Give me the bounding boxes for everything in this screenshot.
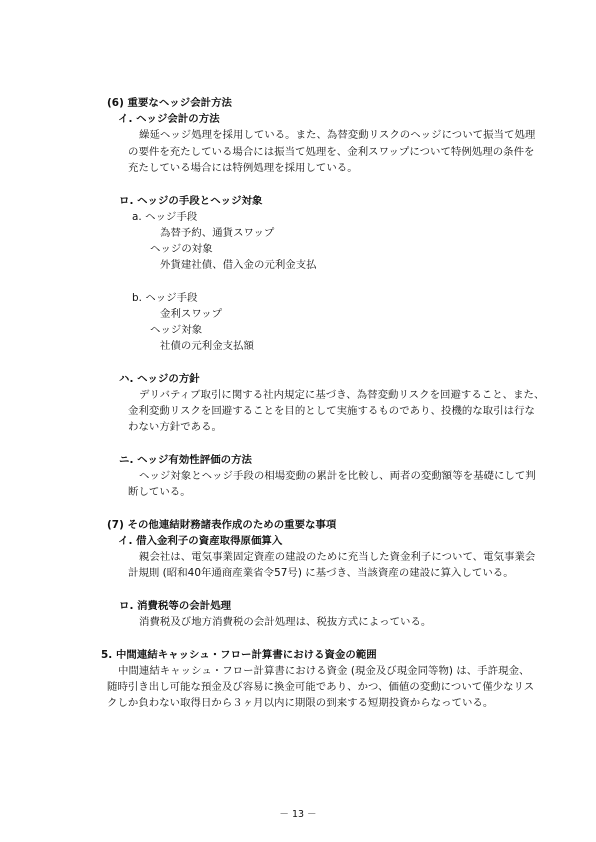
cash-scope-line-2: 随時引き出し可能な預金及び容易に換金可能であり、かつ、価値の変動について僅少なリス xyxy=(107,681,535,693)
hedge-effectiveness-title: ニ. ヘッジ有効性評価の方法 xyxy=(119,454,252,466)
hedge-target-a-value: 外貨建社債、借入金の元利金支払 xyxy=(160,259,317,271)
hedge-policy-title: ハ. ヘッジの方針 xyxy=(119,373,200,385)
hedge-target-b-value: 社債の元利金支払額 xyxy=(160,340,254,352)
hedge-target-a-label: ヘッジの対象 xyxy=(150,243,213,255)
cash-scope-line-1: 中間連結キャッシュ・フロー計算書における資金 (現金及び現金同等物) は、手許現金、 xyxy=(118,665,530,677)
hedge-method-line-2: の要件を充たしている場合には振当て処理を、金利スワップについて特例処理の条件を xyxy=(128,146,535,158)
section-5-heading: 5. 中間連結キャッシュ・フロー計算書における資金の範囲 xyxy=(101,649,377,661)
interest-capitalization-title: イ. 借入金利子の資産取得原価算入 xyxy=(118,535,283,547)
interest-capitalization-line-1: 親会社は、電気事業固定資産の建設のために充当した資金利子について、電気事業会 xyxy=(139,551,536,563)
page-number: － 13 － xyxy=(279,809,317,820)
hedge-method-title: イ. ヘッジ会計の方法 xyxy=(118,113,220,125)
hedge-method-line-3: 充たしている場合には特例処理を採用している。 xyxy=(128,162,358,174)
hedge-means-title: ロ. ヘッジの手段とヘッジ対象 xyxy=(119,195,263,207)
section-7-heading: (7) その他連結財務諸表作成のための重要な事項 xyxy=(107,519,337,531)
consumption-tax-line: 消費税及び地方消費税の会計処理は、税抜方式によっている。 xyxy=(139,616,432,628)
hedge-policy-line-2: 金利変動リスクを回避することを目的として実施するものであり、投機的な取引は行な xyxy=(128,405,535,417)
hedge-means-a-value: 為替予約、通貨スワップ xyxy=(160,227,275,239)
hedge-method-line-1: 繰延ヘッジ処理を採用している。また、為替変動リスクのヘッジについて振当て処理 xyxy=(139,129,536,141)
consumption-tax-title: ロ. 消費税等の会計処理 xyxy=(119,600,232,612)
cash-scope-line-3: クしか負わない取得日から３ヶ月以内に期限の到来する短期投資からなっている。 xyxy=(107,697,494,709)
hedge-means-a-label: a. ヘッジ手段 xyxy=(132,211,198,223)
section-6-heading: (6) 重要なヘッジ会計方法 xyxy=(107,97,232,109)
hedge-policy-line-3: わない方針である。 xyxy=(128,421,222,433)
hedge-target-b-label: ヘッジ対象 xyxy=(150,324,203,336)
interest-capitalization-line-2: 計規則 (昭和40年通商産業省令57号) に基づき、当該資産の建設に算入している。 xyxy=(128,567,514,579)
hedge-policy-line-1: デリバティブ取引に関する社内規定に基づき、為替変動リスクを回避すること、また、 xyxy=(139,389,545,401)
hedge-effectiveness-line-2: 断している。 xyxy=(128,486,191,498)
hedge-means-b-value: 金利スワップ xyxy=(160,308,223,320)
hedge-effectiveness-line-1: ヘッジ対象とヘッジ手段の相場変動の累計を比較し、両者の変動額等を基礎にして判 xyxy=(139,470,536,482)
hedge-means-b-label: b. ヘッジ手段 xyxy=(132,292,198,304)
